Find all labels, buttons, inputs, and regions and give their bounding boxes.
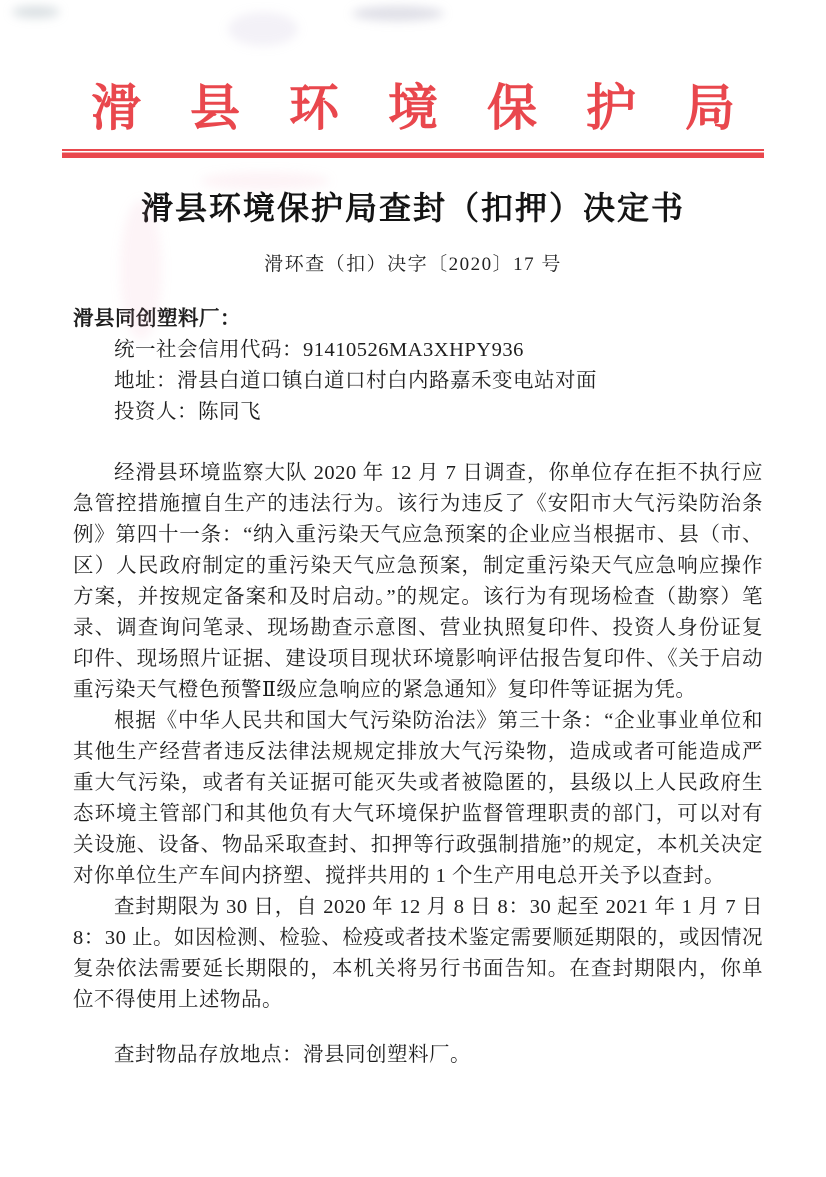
paragraph-seizure-period: 查封期限为 30 日，自 2020 年 12 月 8 日 8：30 起至 2021 年 1 月 7 日 8：30 止。如因检测、检验、检疫或者技术鉴定需要顺延期限的，或因情况复杂依法需要延长期限的，本机关将另行书面告知。在查封期限内，你单位不得使用上述物品。 [73,896,763,1012]
paragraphs [73,458,763,1071]
address-label: 地址： [114,370,177,393]
address-value: 滑县白道口镇白道口村白内路嘉禾变电站对面 [177,370,597,393]
paragraph-storage-location: 查封物品存放地点：滑县同创塑料厂。 [114,1044,471,1067]
credit-code-label: 统一社会信用代码： [114,339,303,362]
letterhead-rule [62,149,764,158]
paragraph-investigation: 经滑县环境监察大队 2020 年 12 月 7 日调查，你单位存在拒不执行应急管控措施擅自生产的违法行为。该行为违反了《安阳市大气污染防治条例》第四十一条：“纳入重污染天气应急预案的企业应当根据市、县（市、区）人民政府制定的重污染天气应急预案，制定重污染天气应急响应操作方案，并按规定备案和及时启动。”的规定。该行为有现场检查（勘察）笔录、调查询问笔录、现场勘查示意图、营业执照复印件、投资人身份证复印件、现场照片证据、建设项目现状环境影响评估报告复印件、《关于启动重污染天气橙色预警Ⅱ级应急响应的紧急通知》复印件等证据为凭。 [73,462,763,702]
document-number: 滑环查（扣）决字〔2020〕17 号 [264,254,562,276]
credit-code-value: 91410526MA3XHPY936 [303,339,524,362]
recipient-name: 滑县同创塑料厂： [73,308,241,331]
document-body [73,304,763,1071]
recipient-investor-line [73,397,763,428]
investor-value: 陈同飞 [198,401,261,424]
recipient-address-line [73,366,763,397]
recipient-block [73,304,763,428]
recipient-credit-code-line [73,335,763,366]
letterhead [0,0,826,158]
document-title: 滑县环境保护局查封（扣押）决定书 [140,190,685,226]
paragraph-legal-basis: 根据《中华人民共和国大气污染防治法》第三十条：“企业事业单位和其他生产经营者违反法律法规规定排放大气污染物，造成或者可能造成严重大气污染，或者有关证据可能灭失或者被隐匿的，县级以上人民政府生态环境主管部门和其他负有大气环境保护监督管理职责的部门，可以对有关设施、设备、物品采取查封、扣押等行政强制措施”的规定，本机关决定对你单位生产车间内挤塑、搅拌共用的 1 个生产用电总开关予以查封。 [73,710,763,888]
investor-label: 投资人： [114,401,198,424]
agency-name: 滑县环境保护局 [91,80,784,136]
